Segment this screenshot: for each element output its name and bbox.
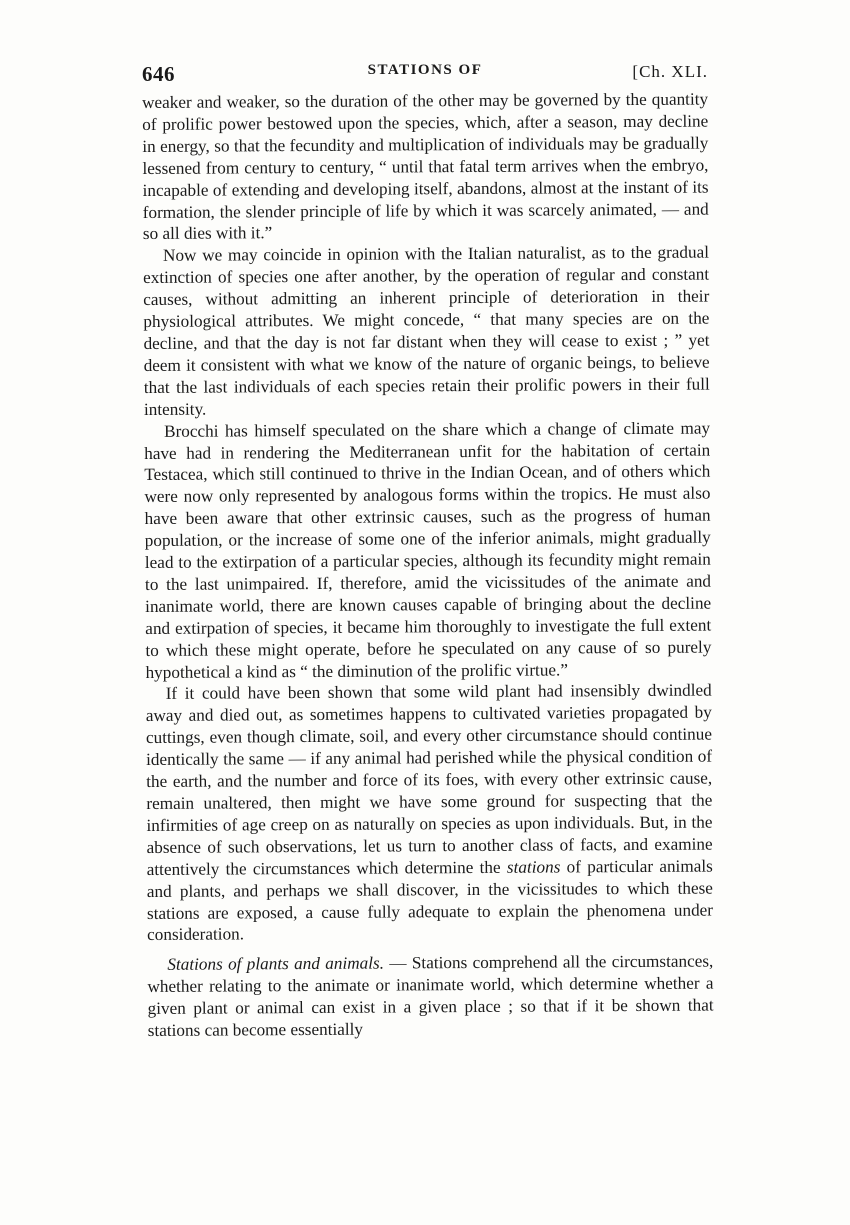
paragraph-4-text-end: of particular animals and plants, and perhaps we shall discover, in the vicissitudes to which these stations are exposed, a cause fully adequate to explain the phenomena under consideration. [146,856,714,945]
paragraph-2: Now we may coincide in opinion with the Italian naturalist, as to the gradual extinction of species one after another, by the operation of regular and constant causes, without admitting an inherent principle of deterioration in their physiological attributes. We might concede, “ that many species are on the decline, and that the day is not far distant when they will cease to exist ; ” yet deem it consistent with what we know of the nature of organic beings, to believe that the last individuals of each species retain their prolific powers in their full intensity. [143,242,710,419]
paragraph-1: weaker and weaker, so the duration of the other may be governed by the quantity of prolific power bestowed upon the species, which, after a season, may decline in energy, so that the fecundity and multiplication of individuals may be gradually lessened from century to century, “ until that fatal term arrives when the embryo, incapable of extending and developing itself, abandons, almost at the instant of its formation, the slender principle of life by which it was scarcely animated, — and so all dies with it.” [142,89,709,244]
page-number: 646 [142,62,175,86]
paragraph-4 [146,680,714,946]
paragraph-4-text-start: If it could have been shown that some wild plant had insensibly dwindled away and died out, as sometimes happens to cultivated varieties propagated by cuttings, even though climate, soil, and every other circumstance should continue identically the same — if any animal had perished while the physical condition of the earth, and the number and force of its foes, with every other extrinsic cause, remain unaltered, then might we have some ground for suspecting that the infirmities of age creep on as naturally on species as upon individuals. But, in the absence of such observations, let us turn to another class of facts, and examine attentively the circumstances which determine the [145,681,713,879]
chapter-reference: [Ch. XLI. [632,62,708,81]
paragraph-5 [147,951,714,1042]
paragraph-5-text: — Stations comprehend all the circumstances, whether relating to the animate or inanimate world, which determine whether a given plant or animal can exist in a given place ; so that if it be shown that stations can become essentially [147,951,714,1041]
running-title: STATIONS OF [367,62,483,78]
stations-emphasis: stations [506,857,561,877]
paragraph-3: Brocchi has himself speculated on the share which a change of climate may have had in rendering the Mediterranean unfit for the habitation of certain Testacea, which still continued to thrive in the Indian Ocean, and of others which were now only represented by analogous forms within the tropics. He must also have been aware that other extrinsic causes, such as the progress of human population, or the increase of some one of the inferior animals, might gradually lead to the extirpation of a particular species, although its fecundity might remain to the last unimpaired. If, therefore, amid the vicissitudes of the animate and inanimate world, there are known causes capable of bringing about the decline and extirpation of species, it became him thoroughly to investigate the full extent to which these might operate, before he speculated on any cause of so purely hypothetical a kind as “ the diminution of the prolific virtue.” [144,418,712,682]
body-text [142,89,714,1042]
running-head [142,58,708,88]
section-heading: Stations of plants and animals. [167,953,385,975]
